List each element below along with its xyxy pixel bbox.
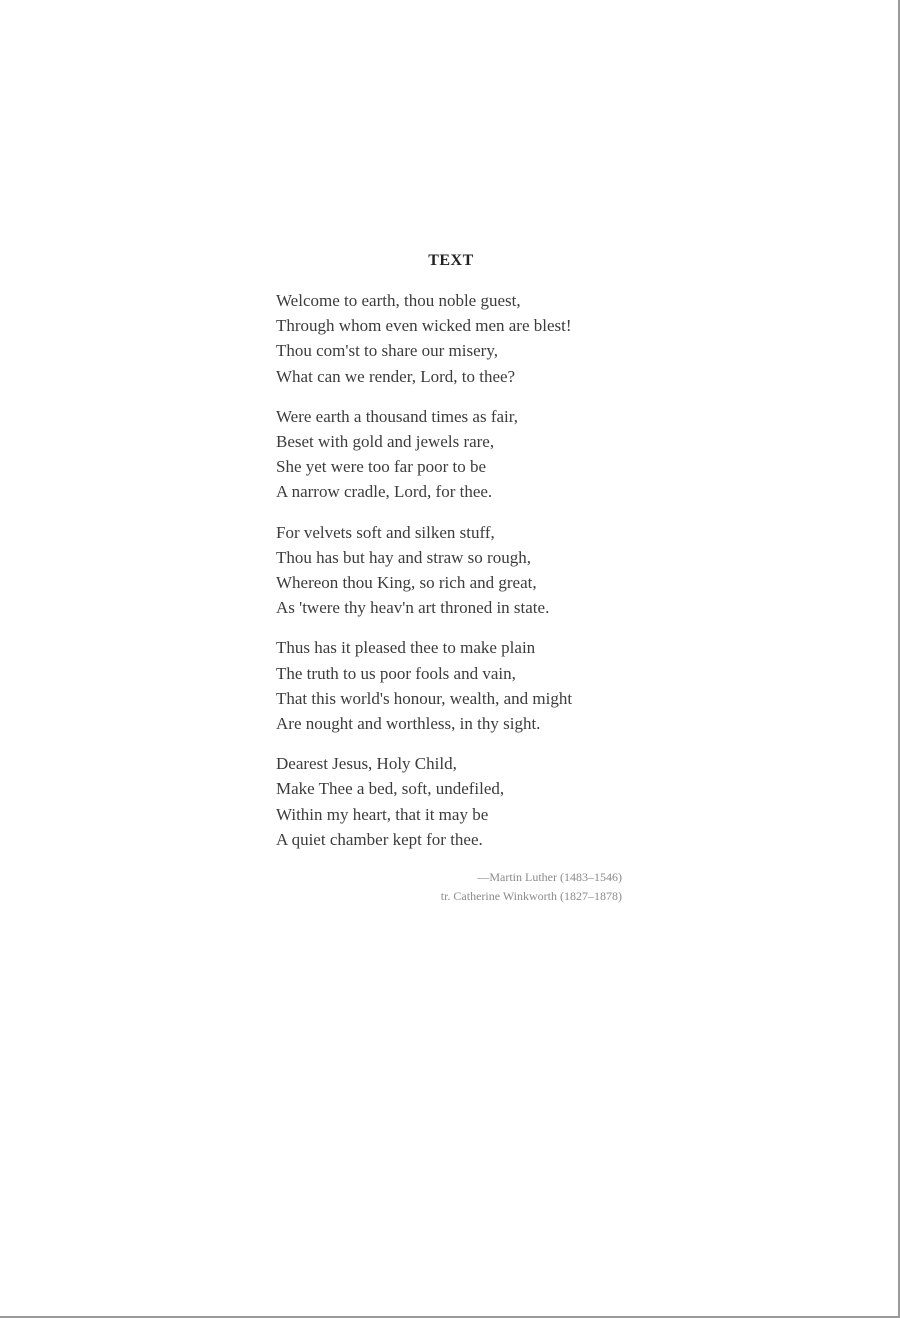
stanza-2 <box>276 404 626 505</box>
poem-line: Through whom even wicked men are blest! <box>276 316 572 336</box>
poem-line: A quiet chamber kept for thee. <box>276 829 483 849</box>
poem-line: Thou com'st to share our misery, <box>276 341 498 361</box>
poem-line: She yet were too far poor to be <box>276 457 487 477</box>
stanza-3 <box>276 520 626 621</box>
poem-line: A narrow cradle, Lord, for thee. <box>276 482 493 502</box>
poem-block <box>276 252 626 906</box>
stanza-1 <box>276 288 626 389</box>
poem-line: Dearest Jesus, Holy Child, <box>276 754 457 774</box>
stanza-4 <box>276 635 626 736</box>
poem-line: Make Thee a bed, soft, undefiled, <box>276 779 505 799</box>
poem-line: Beset with gold and jewels rare, <box>276 432 495 452</box>
attribution <box>276 868 626 906</box>
poem-line: Were earth a thousand times as fair, <box>276 406 518 426</box>
poem-line: Within my heart, that it may be <box>276 804 489 824</box>
poem-line: That this world's honour, wealth, and might <box>276 688 573 708</box>
poem-line: Welcome to earth, thou noble guest, <box>276 291 521 310</box>
page-title: TEXT <box>428 252 474 269</box>
poem-line: The truth to us poor fools and vain, <box>276 663 516 683</box>
stanza-5 <box>276 751 626 852</box>
poem-line: Whereon thou King, so rich and great, <box>276 573 537 593</box>
poem-line: What can we render, Lord, to thee? <box>276 366 516 386</box>
poem-line: Thou has but hay and straw so rough, <box>276 547 531 567</box>
poem-line: Thus has it pleased thee to make plain <box>276 638 536 658</box>
poem-line: For velvets soft and silken stuff, <box>276 522 495 542</box>
poem-line: As 'twere thy heav'n art throned in state. <box>276 598 550 618</box>
poem-line: Are nought and worthless, in thy sight. <box>276 714 541 734</box>
author-credit: —Martin Luther (1483–1546) <box>477 870 622 885</box>
translator-credit: tr. Catherine Winkworth (1827–1878) <box>440 889 622 904</box>
